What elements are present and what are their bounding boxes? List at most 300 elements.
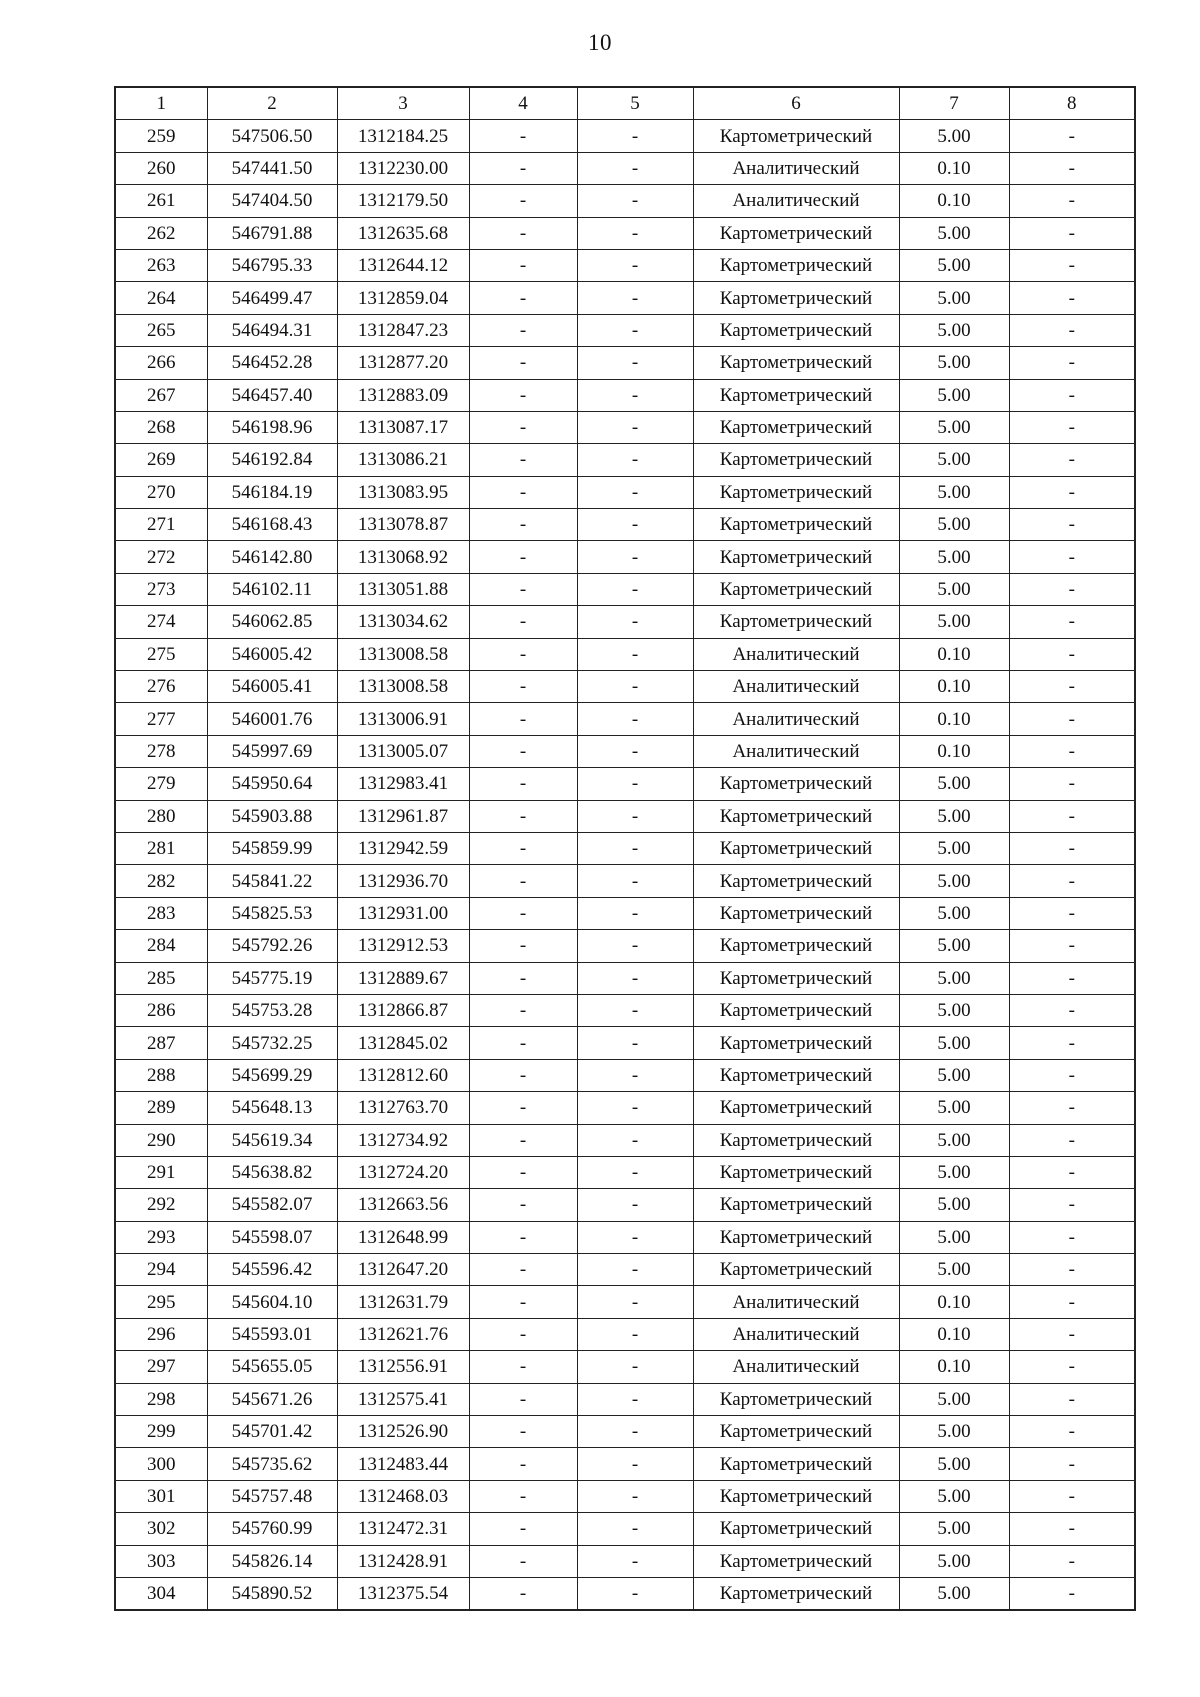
column-4-cell: -: [469, 1416, 577, 1448]
column-5-cell: -: [577, 832, 693, 864]
column-5-cell: -: [577, 1577, 693, 1610]
column-8-cell: -: [1009, 1513, 1135, 1545]
table-row: [115, 768, 1135, 800]
column-5-cell: -: [577, 282, 693, 314]
column-5-cell: -: [577, 800, 693, 832]
y-coordinate-cell: 1313068.92: [337, 541, 469, 573]
point-number-cell: 289: [115, 1092, 207, 1124]
column-5-cell: -: [577, 1513, 693, 1545]
method-cell: Аналитический: [693, 185, 899, 217]
column-4-cell: -: [469, 1383, 577, 1415]
y-coordinate-cell: 1312468.03: [337, 1480, 469, 1512]
column-header: 7: [899, 87, 1009, 120]
column-8-cell: -: [1009, 638, 1135, 670]
accuracy-cell: 5.00: [899, 379, 1009, 411]
y-coordinate-cell: 1313086.21: [337, 444, 469, 476]
column-header: 2: [207, 87, 337, 120]
method-cell: Картометрический: [693, 1124, 899, 1156]
column-8-cell: -: [1009, 1286, 1135, 1318]
column-4-cell: -: [469, 347, 577, 379]
y-coordinate-cell: 1312375.54: [337, 1577, 469, 1610]
y-coordinate-cell: 1312889.67: [337, 962, 469, 994]
y-coordinate-cell: 1313051.88: [337, 573, 469, 605]
y-coordinate-cell: 1313083.95: [337, 476, 469, 508]
table-row: [115, 994, 1135, 1026]
accuracy-cell: 5.00: [899, 1383, 1009, 1415]
method-cell: Аналитический: [693, 1286, 899, 1318]
column-8-cell: -: [1009, 573, 1135, 605]
table-body: [115, 120, 1135, 1610]
column-8-cell: -: [1009, 897, 1135, 929]
y-coordinate-cell: 1312936.70: [337, 865, 469, 897]
column-4-cell: -: [469, 476, 577, 508]
x-coordinate-cell: 545701.42: [207, 1416, 337, 1448]
y-coordinate-cell: 1312472.31: [337, 1513, 469, 1545]
accuracy-cell: 0.10: [899, 1286, 1009, 1318]
column-8-cell: -: [1009, 1027, 1135, 1059]
method-cell: Картометрический: [693, 1254, 899, 1286]
column-8-cell: -: [1009, 1156, 1135, 1188]
point-number-cell: 301: [115, 1480, 207, 1512]
column-4-cell: -: [469, 671, 577, 703]
method-cell: Аналитический: [693, 1318, 899, 1350]
table-row: [115, 800, 1135, 832]
column-4-cell: -: [469, 606, 577, 638]
column-8-cell: -: [1009, 411, 1135, 443]
x-coordinate-cell: 546005.41: [207, 671, 337, 703]
point-number-cell: 260: [115, 152, 207, 184]
point-number-cell: 304: [115, 1577, 207, 1610]
point-number-cell: 290: [115, 1124, 207, 1156]
x-coordinate-cell: 545619.34: [207, 1124, 337, 1156]
column-4-cell: -: [469, 735, 577, 767]
point-number-cell: 297: [115, 1351, 207, 1383]
accuracy-cell: 5.00: [899, 314, 1009, 346]
y-coordinate-cell: 1312631.79: [337, 1286, 469, 1318]
column-5-cell: -: [577, 573, 693, 605]
y-coordinate-cell: 1312883.09: [337, 379, 469, 411]
table-row: [115, 606, 1135, 638]
y-coordinate-cell: 1312179.50: [337, 185, 469, 217]
x-coordinate-cell: 545593.01: [207, 1318, 337, 1350]
column-8-cell: -: [1009, 444, 1135, 476]
x-coordinate-cell: 546184.19: [207, 476, 337, 508]
accuracy-cell: 0.10: [899, 1351, 1009, 1383]
column-8-cell: -: [1009, 509, 1135, 541]
column-8-cell: -: [1009, 314, 1135, 346]
column-8-cell: -: [1009, 249, 1135, 281]
x-coordinate-cell: 545775.19: [207, 962, 337, 994]
accuracy-cell: 5.00: [899, 897, 1009, 929]
accuracy-cell: 5.00: [899, 1189, 1009, 1221]
column-8-cell: -: [1009, 962, 1135, 994]
x-coordinate-cell: 545890.52: [207, 1577, 337, 1610]
accuracy-cell: 5.00: [899, 444, 1009, 476]
point-number-cell: 271: [115, 509, 207, 541]
column-5-cell: -: [577, 865, 693, 897]
column-4-cell: -: [469, 638, 577, 670]
point-number-cell: 293: [115, 1221, 207, 1253]
column-8-cell: -: [1009, 930, 1135, 962]
column-4-cell: -: [469, 1351, 577, 1383]
column-4-cell: -: [469, 1318, 577, 1350]
y-coordinate-cell: 1312763.70: [337, 1092, 469, 1124]
column-4-cell: -: [469, 832, 577, 864]
column-4-cell: -: [469, 1480, 577, 1512]
table-row: [115, 1027, 1135, 1059]
x-coordinate-cell: 545596.42: [207, 1254, 337, 1286]
column-5-cell: -: [577, 962, 693, 994]
method-cell: Картометрический: [693, 347, 899, 379]
accuracy-cell: 5.00: [899, 1416, 1009, 1448]
accuracy-cell: 5.00: [899, 1513, 1009, 1545]
method-cell: Картометрический: [693, 1448, 899, 1480]
column-header: 1: [115, 87, 207, 120]
accuracy-cell: 5.00: [899, 1221, 1009, 1253]
y-coordinate-cell: 1312734.92: [337, 1124, 469, 1156]
column-4-cell: -: [469, 1221, 577, 1253]
column-8-cell: -: [1009, 768, 1135, 800]
method-cell: Картометрический: [693, 217, 899, 249]
y-coordinate-cell: 1312184.25: [337, 120, 469, 152]
method-cell: Картометрический: [693, 1577, 899, 1610]
column-4-cell: -: [469, 1286, 577, 1318]
point-number-cell: 266: [115, 347, 207, 379]
table-row: [115, 347, 1135, 379]
point-number-cell: 288: [115, 1059, 207, 1091]
accuracy-cell: 5.00: [899, 1059, 1009, 1091]
method-cell: Аналитический: [693, 671, 899, 703]
y-coordinate-cell: 1313034.62: [337, 606, 469, 638]
column-5-cell: -: [577, 1221, 693, 1253]
accuracy-cell: 5.00: [899, 832, 1009, 864]
column-8-cell: -: [1009, 1254, 1135, 1286]
table-row: [115, 832, 1135, 864]
method-cell: Картометрический: [693, 1545, 899, 1577]
y-coordinate-cell: 1312647.20: [337, 1254, 469, 1286]
x-coordinate-cell: 545757.48: [207, 1480, 337, 1512]
point-number-cell: 265: [115, 314, 207, 346]
x-coordinate-cell: 546198.96: [207, 411, 337, 443]
accuracy-cell: 5.00: [899, 541, 1009, 573]
column-5-cell: -: [577, 509, 693, 541]
accuracy-cell: 5.00: [899, 347, 1009, 379]
point-number-cell: 283: [115, 897, 207, 929]
table-row: [115, 1254, 1135, 1286]
column-8-cell: -: [1009, 1416, 1135, 1448]
column-5-cell: -: [577, 476, 693, 508]
method-cell: Картометрический: [693, 249, 899, 281]
x-coordinate-cell: 545792.26: [207, 930, 337, 962]
method-cell: Картометрический: [693, 476, 899, 508]
accuracy-cell: 5.00: [899, 476, 1009, 508]
x-coordinate-cell: 546494.31: [207, 314, 337, 346]
table-row: [115, 1416, 1135, 1448]
method-cell: Картометрический: [693, 314, 899, 346]
column-header: 4: [469, 87, 577, 120]
y-coordinate-cell: 1312648.99: [337, 1221, 469, 1253]
table-row: [115, 1124, 1135, 1156]
x-coordinate-cell: 547441.50: [207, 152, 337, 184]
x-coordinate-cell: 546142.80: [207, 541, 337, 573]
x-coordinate-cell: 546102.11: [207, 573, 337, 605]
column-4-cell: -: [469, 1254, 577, 1286]
column-5-cell: -: [577, 1448, 693, 1480]
point-number-cell: 291: [115, 1156, 207, 1188]
column-8-cell: -: [1009, 217, 1135, 249]
table-row: [115, 962, 1135, 994]
column-5-cell: -: [577, 1189, 693, 1221]
column-8-cell: -: [1009, 1124, 1135, 1156]
column-8-cell: -: [1009, 1480, 1135, 1512]
method-cell: Картометрический: [693, 865, 899, 897]
table-row: [115, 1351, 1135, 1383]
column-5-cell: -: [577, 152, 693, 184]
column-5-cell: -: [577, 314, 693, 346]
method-cell: Картометрический: [693, 1221, 899, 1253]
x-coordinate-cell: 545753.28: [207, 994, 337, 1026]
accuracy-cell: 5.00: [899, 249, 1009, 281]
y-coordinate-cell: 1312663.56: [337, 1189, 469, 1221]
point-number-cell: 261: [115, 185, 207, 217]
table-row: [115, 314, 1135, 346]
accuracy-cell: 0.10: [899, 152, 1009, 184]
column-5-cell: -: [577, 1545, 693, 1577]
column-5-cell: -: [577, 1124, 693, 1156]
table-row: [115, 1318, 1135, 1350]
y-coordinate-cell: 1312644.12: [337, 249, 469, 281]
y-coordinate-cell: 1312812.60: [337, 1059, 469, 1091]
x-coordinate-cell: 546452.28: [207, 347, 337, 379]
column-4-cell: -: [469, 120, 577, 152]
x-coordinate-cell: 545732.25: [207, 1027, 337, 1059]
method-cell: Картометрический: [693, 1189, 899, 1221]
column-5-cell: -: [577, 1156, 693, 1188]
x-coordinate-cell: 545950.64: [207, 768, 337, 800]
column-4-cell: -: [469, 314, 577, 346]
table-row: [115, 1092, 1135, 1124]
column-5-cell: -: [577, 1059, 693, 1091]
method-cell: Картометрический: [693, 1383, 899, 1415]
accuracy-cell: 5.00: [899, 1124, 1009, 1156]
column-8-cell: -: [1009, 1383, 1135, 1415]
column-5-cell: -: [577, 994, 693, 1026]
y-coordinate-cell: 1312635.68: [337, 217, 469, 249]
table-row: [115, 897, 1135, 929]
column-4-cell: -: [469, 1577, 577, 1610]
method-cell: Аналитический: [693, 703, 899, 735]
y-coordinate-cell: 1312428.91: [337, 1545, 469, 1577]
column-8-cell: -: [1009, 1577, 1135, 1610]
column-8-cell: -: [1009, 735, 1135, 767]
table-row: [115, 444, 1135, 476]
table-row: [115, 509, 1135, 541]
accuracy-cell: 5.00: [899, 800, 1009, 832]
point-number-cell: 259: [115, 120, 207, 152]
accuracy-cell: 5.00: [899, 1448, 1009, 1480]
y-coordinate-cell: 1312983.41: [337, 768, 469, 800]
column-header: 8: [1009, 87, 1135, 120]
table-row: [115, 1448, 1135, 1480]
table-row: [115, 1577, 1135, 1610]
x-coordinate-cell: 547506.50: [207, 120, 337, 152]
method-cell: Картометрический: [693, 1059, 899, 1091]
method-cell: Картометрический: [693, 1092, 899, 1124]
column-5-cell: -: [577, 1480, 693, 1512]
method-cell: Картометрический: [693, 606, 899, 638]
table-row: [115, 1221, 1135, 1253]
column-4-cell: -: [469, 509, 577, 541]
accuracy-cell: 0.10: [899, 185, 1009, 217]
column-header: 3: [337, 87, 469, 120]
point-number-cell: 277: [115, 703, 207, 735]
x-coordinate-cell: 547404.50: [207, 185, 337, 217]
accuracy-cell: 5.00: [899, 768, 1009, 800]
column-4-cell: -: [469, 897, 577, 929]
column-5-cell: -: [577, 1092, 693, 1124]
column-5-cell: -: [577, 1254, 693, 1286]
point-number-cell: 298: [115, 1383, 207, 1415]
column-4-cell: -: [469, 282, 577, 314]
column-4-cell: -: [469, 1448, 577, 1480]
column-5-cell: -: [577, 185, 693, 217]
method-cell: Аналитический: [693, 735, 899, 767]
column-header: 5: [577, 87, 693, 120]
y-coordinate-cell: 1313008.58: [337, 671, 469, 703]
x-coordinate-cell: 546168.43: [207, 509, 337, 541]
column-4-cell: -: [469, 217, 577, 249]
method-cell: Картометрический: [693, 120, 899, 152]
y-coordinate-cell: 1312961.87: [337, 800, 469, 832]
column-8-cell: -: [1009, 379, 1135, 411]
column-8-cell: -: [1009, 476, 1135, 508]
x-coordinate-cell: 546192.84: [207, 444, 337, 476]
y-coordinate-cell: 1312845.02: [337, 1027, 469, 1059]
y-coordinate-cell: 1312556.91: [337, 1351, 469, 1383]
table-row: [115, 1480, 1135, 1512]
table-row: [115, 379, 1135, 411]
y-coordinate-cell: 1312859.04: [337, 282, 469, 314]
method-cell: Картометрический: [693, 930, 899, 962]
point-number-cell: 295: [115, 1286, 207, 1318]
page-number: 10: [588, 30, 612, 55]
y-coordinate-cell: 1313087.17: [337, 411, 469, 443]
table-row: [115, 282, 1135, 314]
x-coordinate-cell: 545604.10: [207, 1286, 337, 1318]
column-8-cell: -: [1009, 541, 1135, 573]
accuracy-cell: 5.00: [899, 606, 1009, 638]
column-5-cell: -: [577, 249, 693, 281]
table-row: [115, 865, 1135, 897]
x-coordinate-cell: 546795.33: [207, 249, 337, 281]
point-number-cell: 294: [115, 1254, 207, 1286]
accuracy-cell: 0.10: [899, 735, 1009, 767]
column-5-cell: -: [577, 671, 693, 703]
y-coordinate-cell: 1313078.87: [337, 509, 469, 541]
y-coordinate-cell: 1312483.44: [337, 1448, 469, 1480]
y-coordinate-cell: 1313008.58: [337, 638, 469, 670]
table-row: [115, 185, 1135, 217]
column-4-cell: -: [469, 152, 577, 184]
method-cell: Картометрический: [693, 1480, 899, 1512]
column-4-cell: -: [469, 1124, 577, 1156]
x-coordinate-cell: 545699.29: [207, 1059, 337, 1091]
table-row: [115, 671, 1135, 703]
x-coordinate-cell: 546001.76: [207, 703, 337, 735]
column-8-cell: -: [1009, 832, 1135, 864]
accuracy-cell: 0.10: [899, 671, 1009, 703]
accuracy-cell: 5.00: [899, 1577, 1009, 1610]
point-number-cell: 272: [115, 541, 207, 573]
method-cell: Картометрический: [693, 768, 899, 800]
x-coordinate-cell: 545997.69: [207, 735, 337, 767]
method-cell: Картометрический: [693, 573, 899, 605]
point-number-cell: 268: [115, 411, 207, 443]
column-5-cell: -: [577, 379, 693, 411]
accuracy-cell: 5.00: [899, 865, 1009, 897]
column-4-cell: -: [469, 1189, 577, 1221]
column-5-cell: -: [577, 1027, 693, 1059]
column-5-cell: -: [577, 930, 693, 962]
column-4-cell: -: [469, 962, 577, 994]
column-4-cell: -: [469, 1092, 577, 1124]
accuracy-cell: 5.00: [899, 282, 1009, 314]
accuracy-cell: 5.00: [899, 411, 1009, 443]
accuracy-cell: 0.10: [899, 638, 1009, 670]
column-5-cell: -: [577, 347, 693, 379]
y-coordinate-cell: 1312526.90: [337, 1416, 469, 1448]
x-coordinate-cell: 545859.99: [207, 832, 337, 864]
point-number-cell: 264: [115, 282, 207, 314]
y-coordinate-cell: 1312912.53: [337, 930, 469, 962]
method-cell: Картометрический: [693, 962, 899, 994]
accuracy-cell: 5.00: [899, 1092, 1009, 1124]
accuracy-cell: 5.00: [899, 217, 1009, 249]
table-row: [115, 703, 1135, 735]
column-8-cell: -: [1009, 1448, 1135, 1480]
method-cell: Картометрический: [693, 1513, 899, 1545]
x-coordinate-cell: 545598.07: [207, 1221, 337, 1253]
x-coordinate-cell: 546457.40: [207, 379, 337, 411]
accuracy-cell: 5.00: [899, 1480, 1009, 1512]
column-8-cell: -: [1009, 1059, 1135, 1091]
column-5-cell: -: [577, 897, 693, 929]
column-8-cell: -: [1009, 1092, 1135, 1124]
x-coordinate-cell: 546062.85: [207, 606, 337, 638]
table-row: [115, 152, 1135, 184]
column-4-cell: -: [469, 444, 577, 476]
accuracy-cell: 5.00: [899, 1254, 1009, 1286]
column-8-cell: -: [1009, 1318, 1135, 1350]
x-coordinate-cell: 546005.42: [207, 638, 337, 670]
y-coordinate-cell: 1312575.41: [337, 1383, 469, 1415]
method-cell: Аналитический: [693, 638, 899, 670]
column-5-cell: -: [577, 217, 693, 249]
column-8-cell: -: [1009, 1189, 1135, 1221]
point-number-cell: 278: [115, 735, 207, 767]
accuracy-cell: 5.00: [899, 1156, 1009, 1188]
column-4-cell: -: [469, 800, 577, 832]
method-cell: Аналитический: [693, 1351, 899, 1383]
table-row: [115, 476, 1135, 508]
point-number-cell: 273: [115, 573, 207, 605]
column-8-cell: -: [1009, 347, 1135, 379]
table-row: [115, 411, 1135, 443]
table-header-row: [115, 87, 1135, 120]
column-4-cell: -: [469, 541, 577, 573]
column-4-cell: -: [469, 249, 577, 281]
column-5-cell: -: [577, 1286, 693, 1318]
